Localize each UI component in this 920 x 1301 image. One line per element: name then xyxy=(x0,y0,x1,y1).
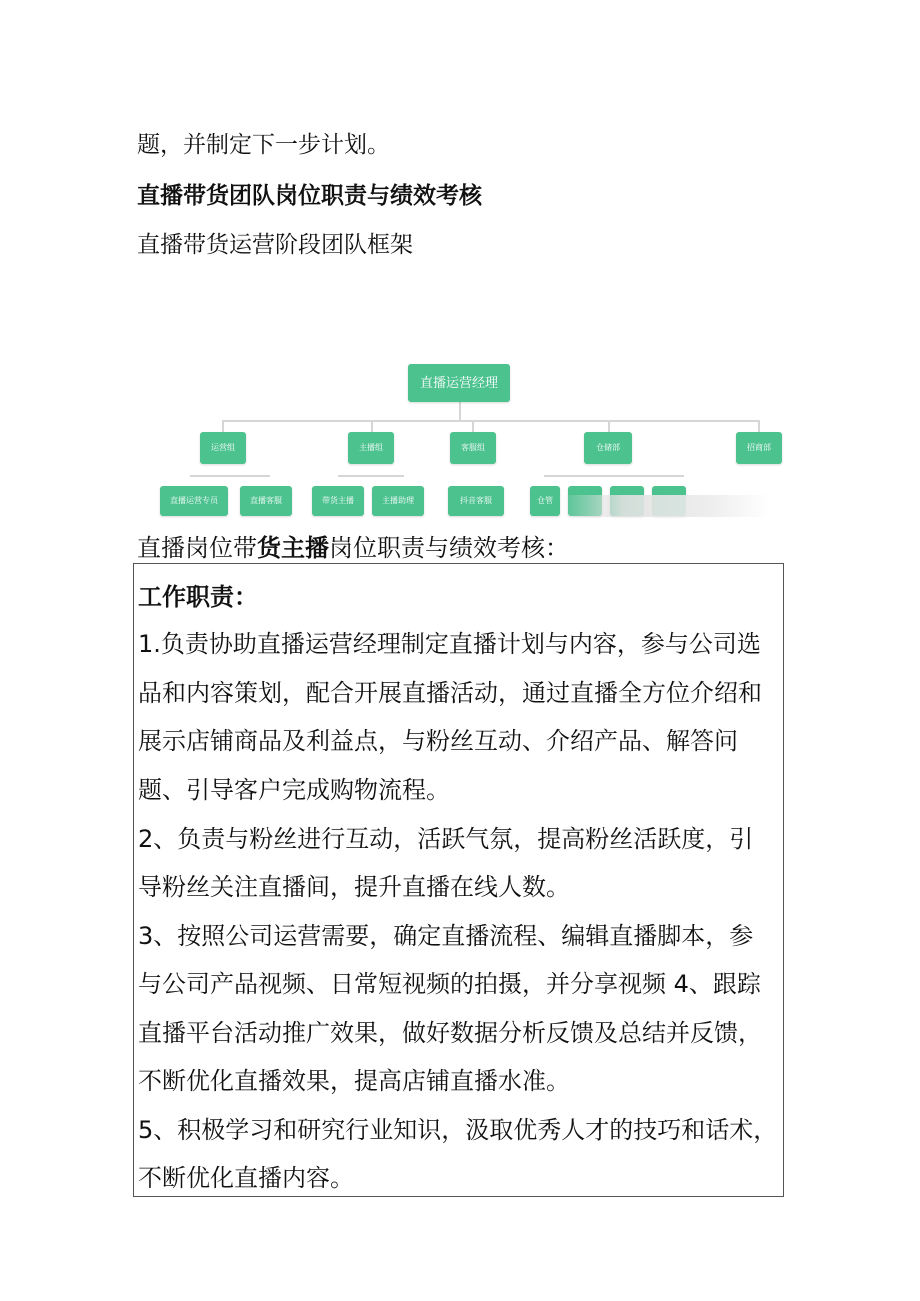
duty-line: 不断优化直播效果，提高店铺直播水准。 xyxy=(138,1067,570,1095)
duty-line: 1.负责协助直播运营经理制定直播计划与内容，参与公司选 xyxy=(138,630,761,658)
org-node-group-4: 仓储部 xyxy=(584,432,632,464)
caption-part-2: 岗位职责与绩效考核： xyxy=(329,534,569,562)
connector-group-bar xyxy=(222,420,758,422)
org-chart xyxy=(160,350,770,530)
org-node-child-3: 带货主播 xyxy=(312,486,364,516)
duty-line: 5、积极学习和研究行业知识，汲取优秀人才的技巧和话术， xyxy=(138,1116,778,1144)
org-node-child-6: 仓管 xyxy=(530,486,560,516)
org-node-group-5: 招商部 xyxy=(736,432,782,464)
connector-child-bar-2 xyxy=(338,475,404,477)
duties-title: 工作职责： xyxy=(138,583,258,611)
duty-line: 导粉丝关注直播间，提升直播在线人数。 xyxy=(138,873,570,901)
duty-line: 直播平台活动推广效果，做好数据分析反馈及总结并反馈， xyxy=(138,1019,762,1047)
connector-root-down xyxy=(459,402,461,420)
connector-group-2 xyxy=(371,420,373,432)
duty-line: 不断优化直播内容。 xyxy=(138,1164,354,1192)
org-node-child-2: 直播客服 xyxy=(240,486,292,516)
duty-line: 展示店铺商品及利益点，与粉丝互动、介绍产品、解答问 xyxy=(138,727,738,755)
caption-bold: 货主播 xyxy=(257,534,329,562)
org-node-group-2: 主播组 xyxy=(348,432,394,464)
connector-group-1 xyxy=(222,420,224,432)
faded-overlay xyxy=(560,495,770,517)
intro-line: 题，并制定下一步计划。 xyxy=(137,132,390,158)
org-node-group-1: 运营组 xyxy=(200,432,246,464)
connector-group-5 xyxy=(758,420,760,432)
org-node-child-4: 主播助理 xyxy=(372,486,424,516)
connector-child-bar-4 xyxy=(544,475,684,477)
duty-line: 题、引导客户完成购物流程。 xyxy=(138,776,450,804)
caption-part-1: 直播岗位带 xyxy=(137,534,257,562)
connector-child-bar-1 xyxy=(190,475,270,477)
org-node-group-3: 客服组 xyxy=(450,432,496,464)
section-heading: 直播带货团队岗位职责与绩效考核 xyxy=(137,183,482,209)
duty-line: 3、按照公司运营需要，确定直播流程、编辑直播脚本，参 xyxy=(138,922,754,950)
duties-box xyxy=(133,563,784,1197)
org-node-root: 直播运营经理 xyxy=(408,364,510,402)
org-node-child-5: 抖音客服 xyxy=(448,486,504,516)
duty-line: 与公司产品视频、日常短视频的拍摄，并分享视频 4、跟踪 xyxy=(138,970,761,998)
duty-line: 2、负责与粉丝进行互动，活跃气氛，提高粉丝活跃度，引 xyxy=(138,825,754,853)
connector-group-4 xyxy=(608,420,610,432)
table-caption xyxy=(137,533,569,563)
org-node-child-1: 直播运营专员 xyxy=(160,486,228,516)
duty-line: 品和内容策划，配合开展直播活动，通过直播全方位介绍和 xyxy=(138,679,762,707)
connector-group-3 xyxy=(472,420,474,432)
section-subheading: 直播带货运营阶段团队框架 xyxy=(137,232,413,258)
